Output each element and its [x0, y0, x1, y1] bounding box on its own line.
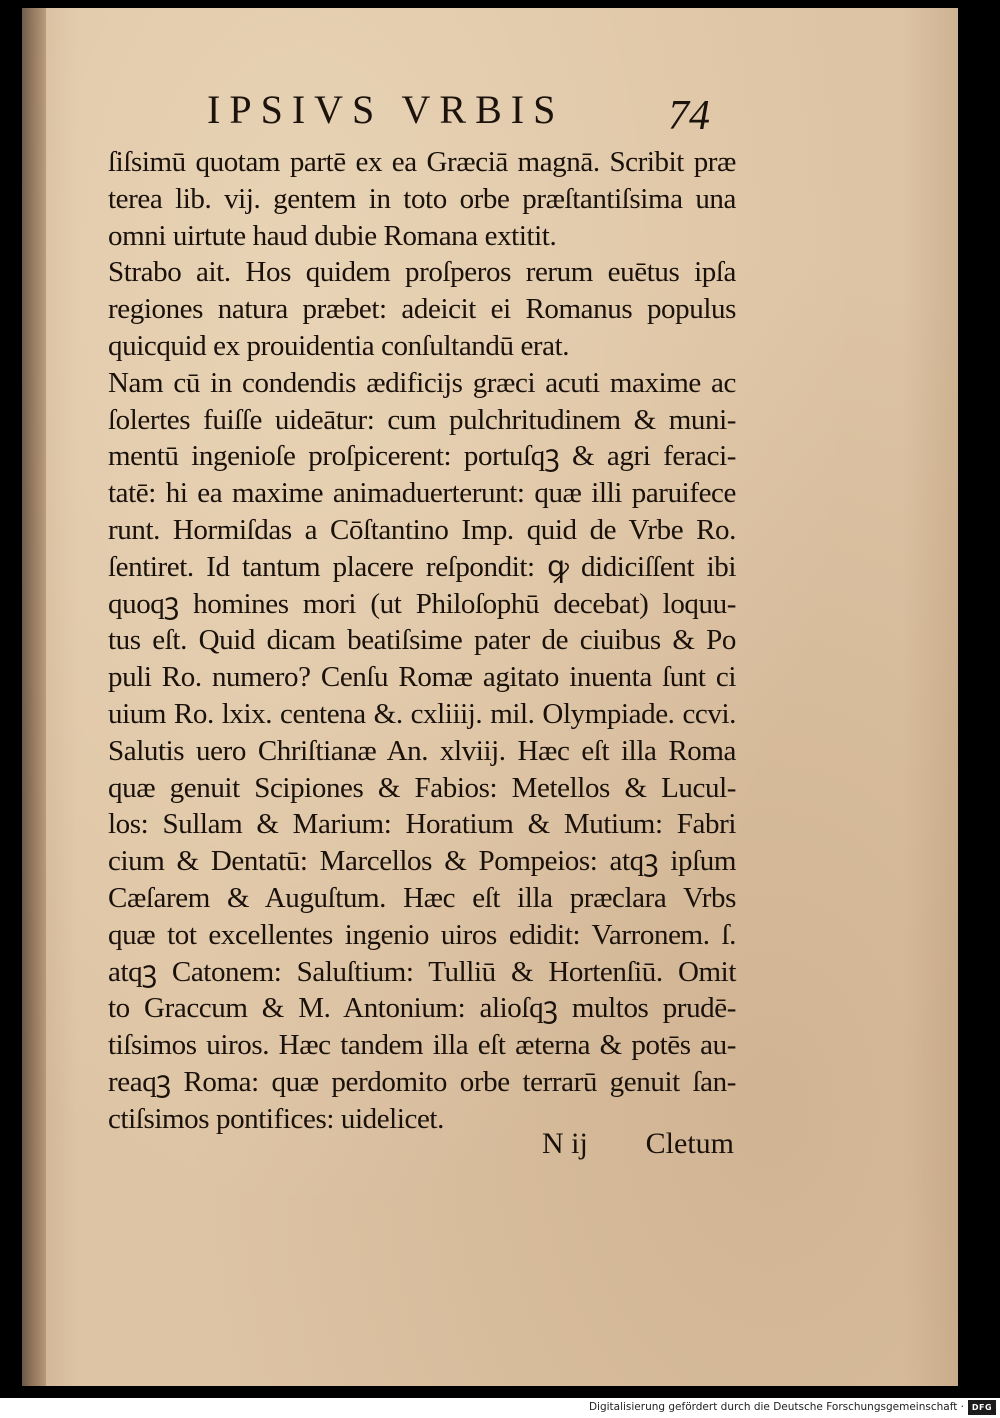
text-line: cium & Dentatū: Marcellos & Pompeios: atqꝫ ipſum [108, 845, 736, 878]
text-line: omni uirtute haud dubie Romana extitit. [108, 219, 557, 252]
text-line: mentū ingenioſe proſpicerent: portuſqꝫ & agri feraci- [108, 440, 736, 473]
catchword: Cletum [645, 1127, 734, 1160]
text-line: ctiſsimos pontifices: uidelicet. [108, 1102, 444, 1135]
text-line: Strabo ait. Hos quidem proſperos rerum euētus ipſa [108, 256, 736, 289]
text-line: ſolertes fuiſſe uideātur: cum pulchritudinem & muni- [108, 403, 736, 436]
text-line: quæ tot excellentes ingenio uiros edidit: Varronem. ſ. [108, 918, 736, 951]
text-line: tus eſt. Quid dicam beatiſsime pater de ciuibus & Po [108, 624, 736, 657]
text-line: tiſsimos uiros. Hæc tandem illa eſt æterna & potēs au- [108, 1029, 736, 1062]
text-line: reaqꝫ Roma: quæ perdomito orbe terrarū genuit ſan- [108, 1065, 736, 1098]
folio-number: 74 [668, 93, 710, 139]
page-gutter-shadow [22, 8, 46, 1386]
text-line: regiones natura præbet: adeicit ei Romanus populus [108, 293, 736, 326]
dfg-logo: DFG [968, 1400, 996, 1415]
text-line: quicquid ex prouidentia conſultandū erat. [108, 329, 570, 362]
text-line: quoqꝫ homines mori (ut Philoſophū decebat) loquu- [108, 587, 736, 620]
text-line: terea lib. vij. gentem in toto orbe præſtantiſsima una [108, 182, 736, 215]
text-line: quæ genuit Scipiones & Fabios: Metellos & Lucul- [108, 771, 736, 804]
text-line: Salutis uero Chriſtianæ An. xlviij. Hæc eſt illa Roma [108, 734, 736, 767]
book-page [22, 8, 958, 1386]
text-line: ſiſsimū quotam partē ex ea Græciā magnā. Scribit præ [108, 146, 736, 178]
text-line: puli Ro. numero? Cenſu Romæ agitato inuenta ſunt ci [108, 661, 736, 694]
text-line: ſentiret. Id tantum placere reſpondit: ꝙ didiciſſent ibi [108, 550, 736, 583]
catchword-row [542, 1124, 734, 1164]
text-line: to Graccum & M. Antonium: alioſqꝫ multos prudē- [108, 992, 736, 1025]
text-line: los: Sullam & Marium: Horatium & Mutium: Fabri [108, 808, 736, 841]
text-line: Cæſarem & Auguſtum. Hæc eſt illa præclara Vrbs [108, 881, 736, 914]
text-line: Nam cū in condendis ædificijs græci acuti maxime ac [108, 366, 736, 399]
footer-credit: Digitalisierung gefördert durch die Deutsche Forschungsgemeinschaft · [588, 1401, 964, 1413]
text-line: uium Ro. lxix. centena &. cxliiij. mil. Olympiade. ccvi. [108, 697, 736, 730]
text-line: runt. Hormiſdas a Cōſtantino Imp. quid de Vrbe Ro. [108, 513, 736, 546]
text-block [108, 144, 736, 1138]
text-line: tatē: hi ea maxime animaduerterunt: quæ illi paruifece [108, 477, 736, 510]
text-line: atqꝫ Catonem: Saluſtium: Tulliū & Hortenſiū. Omit [108, 955, 736, 988]
signature-mark: N ij [542, 1127, 588, 1160]
footer-bar [0, 1398, 1000, 1418]
running-head: IPSIVS VRBIS [207, 87, 565, 132]
